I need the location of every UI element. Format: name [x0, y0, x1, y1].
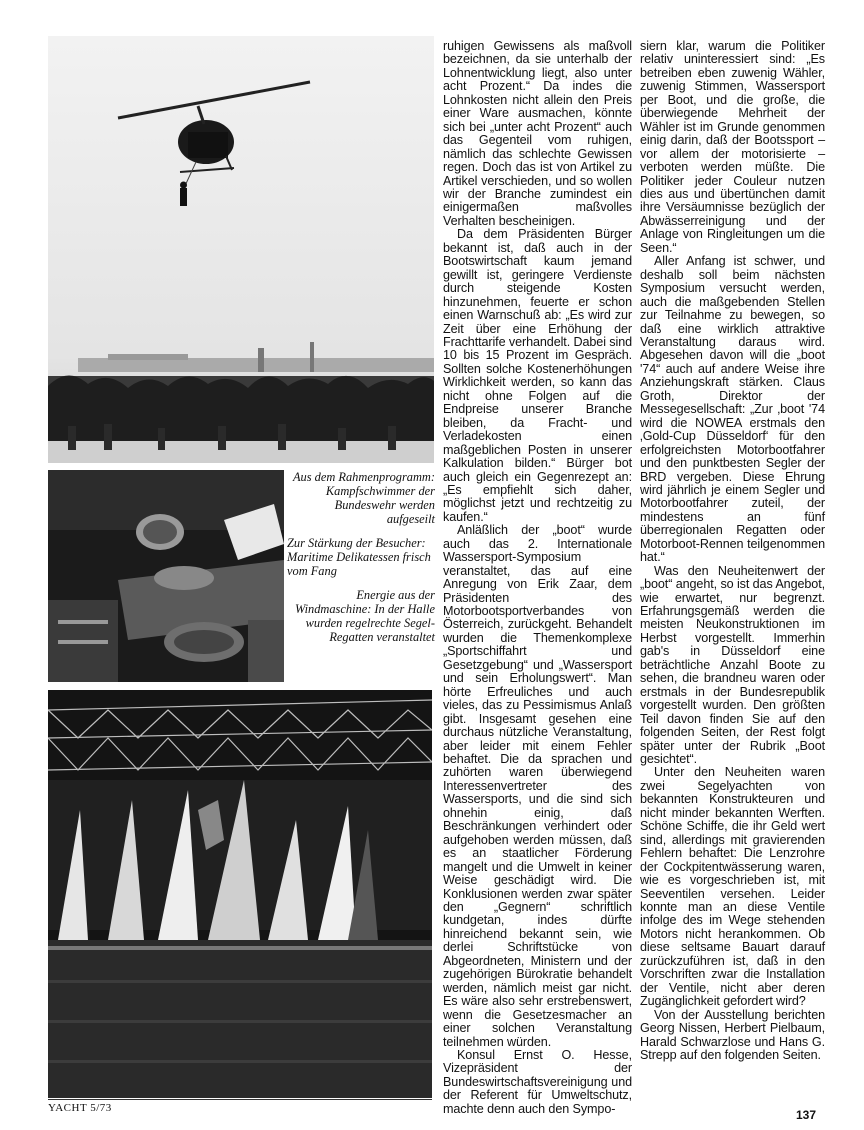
- magazine-issue: YACHT 5/73: [48, 1102, 112, 1114]
- paragraph: ruhigen Gewissens als maßvoll bezeichnen, da sie unterhalb der Lohnentwicklung liegt, also unter acht Prozent.“ Da indes die Lohnkosten nicht allein den Preis einer Ware ausmachen, könnte sich bei „unter acht Prozent“ auch das Gegenteil vom ruhigen, nämlich das schlechte Gewissen regen. Doch das ist von Artikel zu Artikel verschieden, und so wollen wir der Branche zumindest ein einigermaßen maßvolles Verhalten bescheinigen.: [443, 39, 632, 228]
- paragraph: siern klar, warum die Politiker relativ uninteressiert sind: „Es betreiben eben zuwenig Wähler, zuwenig Stimmen, Wassersport per Boot, und die große, die überwiegende Mehrheit der Wähler ist im Grunde genommen einig darin, daß der Bootssport – vor allem der motorisierte – verboten werden müßte. Die Politiker jeder Couleur nutzen dies aus und übertünchen damit ihre Versäumnisse bezüglich der Abwässerreinigung und der Anlage von Ringleitungen um die Seen.“: [640, 39, 825, 255]
- helicopter-photo: [48, 36, 434, 463]
- paragraph: Von der Ausstellung berichten Georg Nissen, Herbert Pielbaum, Harald Schwarzlose und Hans G. Strepp auf den folgenden Seiten.: [640, 1007, 825, 1062]
- paragraph: Was den Neuheitenwert der „boot“ angeht, so ist das Angebot, wie erwartet, nur begrenzt. Erfahrungsgemäß werden die meisten Neukonstruktionen im Herbst vorgestellt. Immerhin gab's in Düsseldorf eine beträchtliche Anzahl Boote zu sehen, die brandneu waren oder erstmals in der Bundesrepublik vorgestellt wurden. Den größten Teil davon finden Sie auf den folgenden Seiten, der Rest folgt später unter der Rubrik „Boot gesichtet“.: [640, 563, 825, 767]
- paragraph: Unter den Neuheiten waren zwei Segelyachten von bekannten Konstrukteuren und nicht minder bekannten Werften. Schöne Schiffe, die ihr Geld wert sind, allerdings mit gravierenden Fehlern behaftet: Die Lenzrohre der Cockpitentwässerung waren, wie es vorgeschrieben ist, mit Seeventilen versehen. Leider konnte man an diese Ventile infolge des im Wege stehenden Motors nicht herankommen. Ob diese seltsame Bauart darauf zurückzuführen ist, daß in den Vorschriften zwar die Installation der Ventile, nicht aber deren Zugänglichkeit gefordert wird?: [640, 765, 825, 1009]
- page-number: 137: [796, 1108, 817, 1122]
- paragraph: Da dem Präsidenten Bürger bekannt ist, daß auch in der Bootswirtschaft kaum jemand gewillt ist, geringere Verdienste durch steigende Kosten hinzunehmen, feuerte er schon einen Warnschuß ab: „Es wird zur Zeit über eine Erhöhung der Frachttarife verhandelt. Dabei sind 10 bis 15 Prozent im Gespräch. Sollten solche Kostenerhöhungen Wirklichkeit werden, so kann das nicht ohne Folgen auf die Endpreise unserer Branche bleiben, da Fracht- und Verladekosten einen maßgeblichen Posten in unserer Kalkulation bilden.“ Bürger bot auch gleich ein Gegenrezept an: „Es empfiehlt sich daher, möglichst jetzt und rechtzeitig zu kaufen.“: [443, 227, 633, 524]
- caption-delicatessen: Zur Stärkung der Besucher: Maritime Delikatessen frisch vom Fang: [287, 536, 431, 578]
- sailing-hall-photo: [48, 690, 432, 1098]
- delicatessen-photo: [48, 470, 284, 682]
- photo-captions: [287, 470, 435, 654]
- footer-rule: [48, 1099, 432, 1100]
- paragraph: Anläßlich der „boot“ wurde auch das 2. Internationale Wassersport-Symposium veranstaltet, das auf eine Anregung von Erik Zaar, dem Präsidenten des Motorbootsportverbandes von Österreich, zurückgeht. Behandelt wurden die Themenkomplexe „Sportschiffahrt und Gesetzgebung“ und „Wassersport und sein Erholungswert“. Man hörte Erfreuliches und auch vieles, das zu Pessimismus Anlaß gibt. Insgesamt gesehen eine durchaus nützliche Veranstaltung, aber leider mit einem Fehler behaftet. Die da sprachen und zuhörten waren überwiegend Interessenvertreter des Wassersports, und die sind sich ohnehin einig, daß Beschränkungen verhindert oder aufgehoben werden müssen, daß es an staatlicher Förderung mangelt und die Umwelt in keiner Weise geschädigt wird. Die Konklusionen werden zwar später den „Gegnern“ schriftlich kundgetan, indes dürfte hinreichend bekannt sein, wie derlei Schriftstücke von Abgeordneten, Ministern und der zugehörigen Bürokratie behandelt werden, nämlich meist gar nicht. Es wäre also sehr erstrebenswert, wenn die Gesetzesmacher an einer solchen Veranstaltung teilnehmen würden.: [443, 523, 632, 1049]
- paragraph: Aller Anfang ist schwer, und deshalb soll beim nächsten Symposium versucht werden, auch die maßgebenden Stellen zur Teilnahme zu bewegen, so daß eine wirklich attraktive Veranstaltung daraus wird. Abgesehen davon will die „boot '74“ auch auf andere Weise ihre Anziehungskraft stärken. Claus Groth, Direktor der Messegesellschaft: „Zur ‚boot '74 wird die NOWEA erstmals den ‚Gold-Cup Düsseldorf‘ für den erfolgreichsten Motorbootfahrer und den punktbesten Segler der BRD vergeben. Diese Ehrung wird jährlich je einem Segler und Motorbootfahrer zuteil, der mindestens an fünf überregionalen Regatten oder Motorboot-Rennen teilgenommen hat.“: [640, 254, 825, 565]
- caption-helicopter: Aus dem Rahmenprogramm: Kampfschwimmer der Bundeswehr werden aufgeseilt: [292, 470, 435, 526]
- text-column-1: [443, 40, 632, 1116]
- paragraph: Konsul Ernst O. Hesse, Vizepräsident der Bundeswirtschaftsvereinigung und der Referent für Umweltschutz, machte denn auch den Sympo-: [443, 1047, 632, 1116]
- caption-wind-machine: Energie aus der Windmaschine: In der Halle wurden regelrechte Segel-Regatten veranstaltet: [294, 588, 435, 644]
- text-column-2: [640, 40, 825, 1062]
